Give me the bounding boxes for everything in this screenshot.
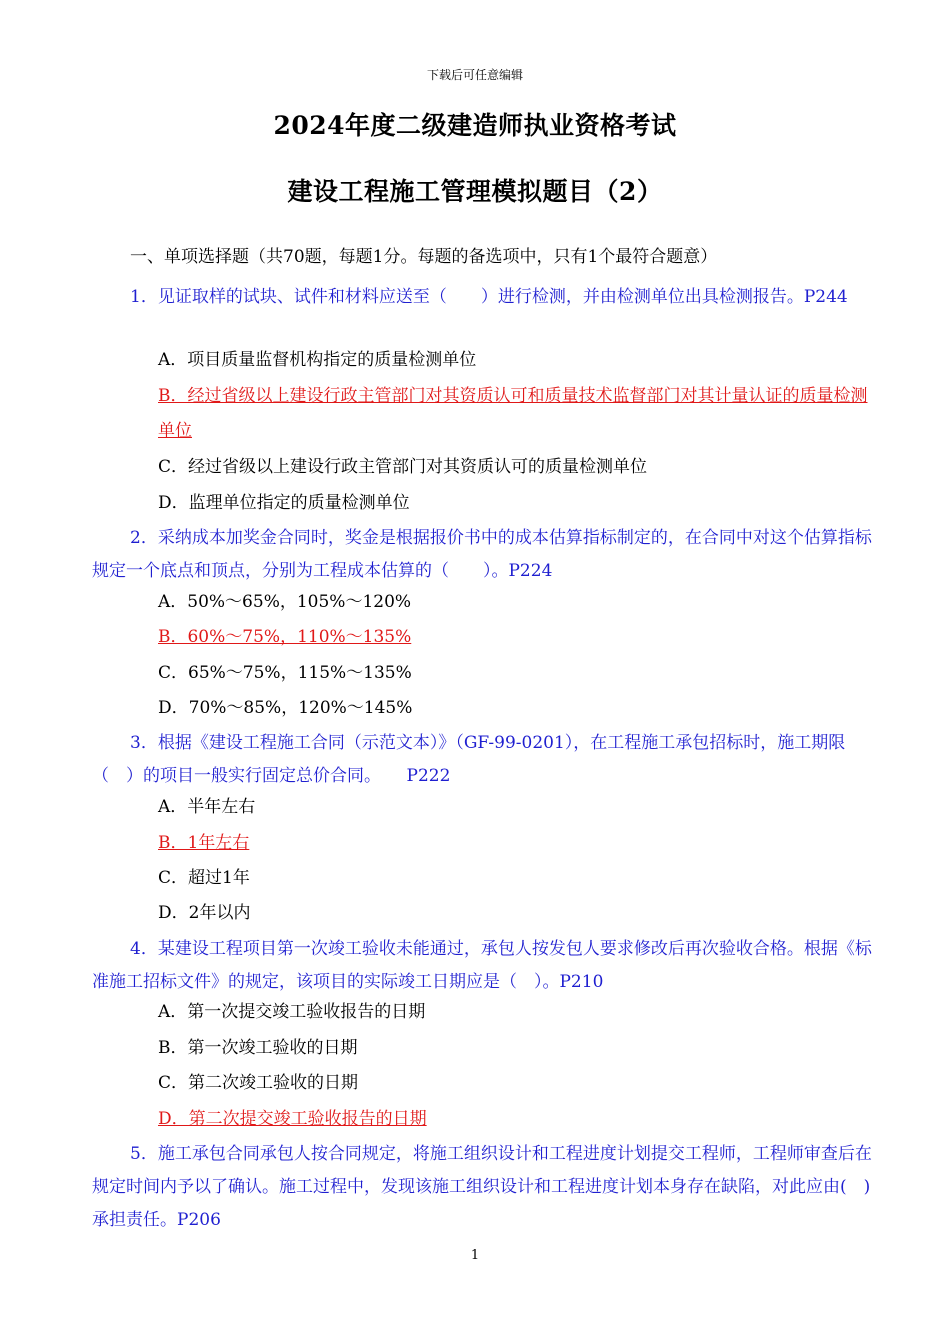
question-2-option-a: A．50%～65%，105%～120% [158,592,412,612]
question-4-option-d-answer: D．第二次提交竣工验收报告的日期 [158,1109,427,1129]
question-2-option-c: C．65%～75%，115%～135% [158,663,412,683]
page-header: 下载后可任意编辑 [426,68,523,82]
question-3-stem: 3．根据《建设工程施工合同（示范文本）》（GF-99-0201），在工程施工承包招标时，施工期限（ ）的项目一般实行固定总价合同。 P222 [92,733,846,786]
question-2-option-d: D．70%～85%，120%～145% [158,698,413,718]
question-3-option-d: D．2年以内 [158,903,251,923]
document-title: 2024年度二级建造师执业资格考试 [273,111,677,140]
question-4-option-c: C．第二次竣工验收的日期 [158,1073,359,1093]
question-4-stem: 4．某建设工程项目第一次竣工验收未能通过，承包人按发包人要求修改后再次验收合格。根据《标准施工招标文件》的规定，该项目的实际竣工日期应是（ ）。P210 [92,939,872,992]
question-3-option-b-answer: B．1年左右 [158,833,250,853]
question-2-stem: 2．采纳成本加奖金合同时，奖金是根据报价书中的成本估算指标制定的，在合同中对这个估算指标规定一个底点和顶点，分别为工程成本估算的（ ）。P224 [92,528,872,581]
question-1-option-d: D．监理单位指定的质量检测单位 [158,493,410,513]
question-1-option-c: C．经过省级以上建设行政主管部门对其资质认可的质量检测单位 [158,457,648,477]
page-number: 1 [470,1248,480,1263]
question-3-option-c: C．超过1年 [158,868,250,888]
question-3-option-a: A．半年左右 [158,797,256,817]
question-4-option-b: B．第一次竣工验收的日期 [158,1038,358,1058]
section-heading: 一、单项选择题（共70题，每题1分。每题的备选项中，只有1个最符合题意） [130,247,718,267]
document-subtitle: 建设工程施工管理模拟题目（2） [287,177,663,206]
question-1-option-b-answer: B．经过省级以上建设行政主管部门对其资质认可和质量技术监督部门对其计量认证的质量检测单位 [158,386,868,441]
question-1-option-a: A．项目质量监督机构指定的质量检测单位 [158,350,477,370]
question-5-stem: 5．施工承包合同承包人按合同规定，将施工组织设计和工程进度计划提交工程师，工程师审查后在规定时间内予以了确认。施工过程中，发现该施工组织设计和工程进度计划本身存在缺陷，对此应由( )承担责任。P206 [92,1144,872,1230]
question-4-option-a: A．第一次提交竣工验收报告的日期 [158,1002,426,1022]
question-2-option-b-answer: B．60%～75%，110%～135% [158,627,412,647]
question-1-stem: 1．见证取样的试块、试件和材料应送至（ ）进行检测，并由检测单位出具检测报告。P244 [130,287,848,307]
